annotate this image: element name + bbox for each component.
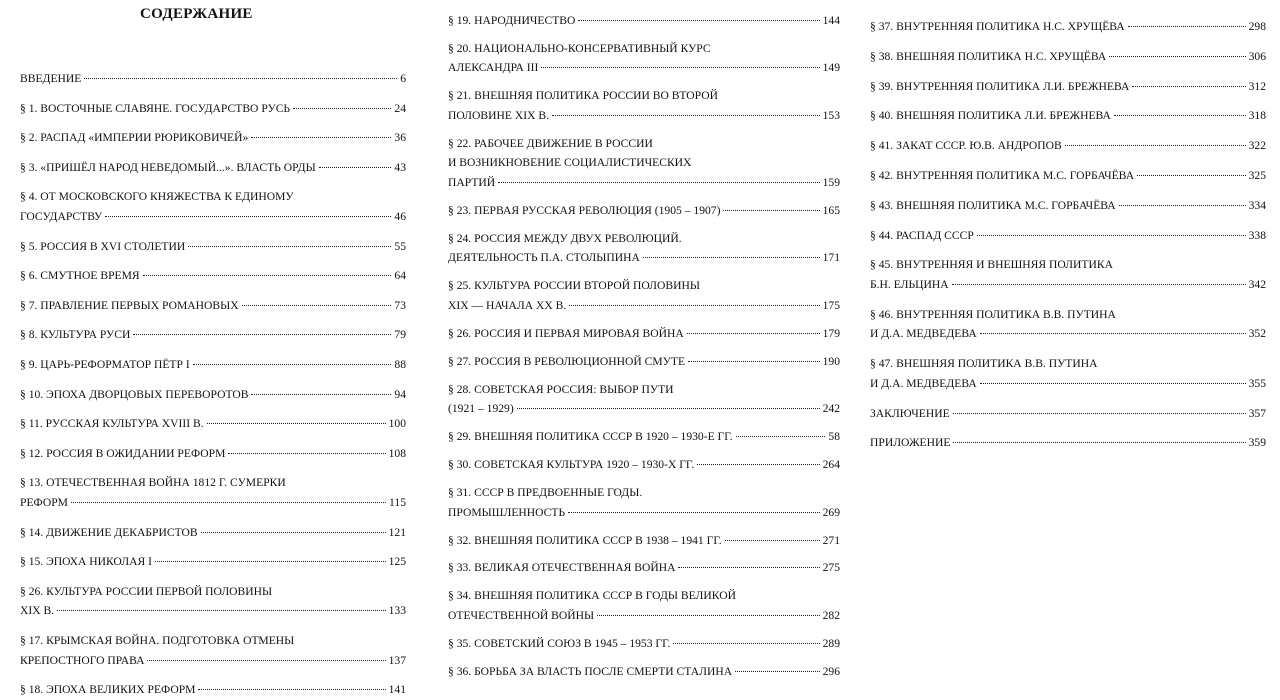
toc-entry-title: § 41. ЗАКАТ СССР. Ю.В. АНДРОПОВ	[870, 139, 1062, 153]
dot-leader	[673, 643, 819, 644]
toc-page-number: 100	[388, 417, 406, 431]
toc-entry-title: § 30. СОВЕТСКАЯ КУЛЬТУРА 1920 – 1930-Х ГГ.	[448, 458, 695, 472]
toc-entry[interactable]	[870, 136, 1266, 156]
toc-page-number: 64	[394, 269, 406, 283]
toc-entry[interactable]	[20, 582, 406, 621]
dot-leader	[1119, 205, 1246, 206]
dot-leader	[155, 561, 386, 562]
toc-entry[interactable]	[20, 237, 406, 257]
toc-entry-title: § 38. ВНЕШНЯЯ ПОЛИТИКА Н.С. ХРУЩЁВА	[870, 49, 1107, 63]
toc-entry[interactable]	[448, 455, 840, 475]
dot-leader	[201, 532, 386, 533]
toc-page-number: 269	[822, 505, 840, 519]
toc-entry[interactable]	[20, 355, 406, 375]
toc-entry-title: § 26. КУЛЬТУРА РОССИИ ПЕРВОЙ ПОЛОВИНЫ	[20, 584, 273, 598]
toc-entry[interactable]	[448, 324, 840, 344]
toc-entry[interactable]	[870, 47, 1266, 67]
toc-entry-title: ОТЕЧЕСТВЕННОЙ ВОЙНЫ	[448, 608, 595, 622]
toc-entry-title: И Д.А. МЕДВЕДЕВА	[870, 376, 977, 390]
toc-entry-title: ПАРТИЙ	[448, 176, 496, 190]
toc-entry-title: § 22. РАБОЧЕЕ ДВИЖЕНИЕ В РОССИИ	[448, 136, 653, 150]
toc-page-number: 359	[1248, 436, 1266, 450]
toc-entry-title: § 45. ВНУТРЕННЯЯ И ВНЕШНЯЯ ПОЛИТИКА	[870, 258, 1113, 272]
dot-leader	[228, 453, 385, 454]
toc-entry[interactable]	[448, 11, 840, 31]
toc-entry-title: § 14. ДВИЖЕНИЕ ДЕКАБРИСТОВ	[20, 525, 198, 539]
toc-entry[interactable]	[20, 187, 406, 226]
dot-leader	[723, 210, 819, 211]
toc-entry[interactable]	[448, 531, 840, 551]
toc-page-number: 137	[388, 653, 406, 667]
dot-leader	[71, 502, 386, 503]
toc-page-number: 271	[822, 533, 840, 547]
toc-page-number: 242	[822, 402, 840, 416]
toc-entry-title: § 13. ОТЕЧЕСТВЕННАЯ ВОЙНА 1812 Г. СУМЕРКИ	[20, 476, 286, 490]
toc-page-number: 289	[822, 636, 840, 650]
toc-entry-title: § 4. ОТ МОСКОВСКОГО КНЯЖЕСТВА К ЕДИНОМУ	[20, 190, 294, 204]
toc-entry[interactable]	[448, 483, 840, 522]
toc-entry-title: § 40. ВНЕШНЯЯ ПОЛИТИКА Л.И. БРЕЖНЕВА	[870, 109, 1111, 123]
toc-page-number: 43	[394, 160, 406, 174]
toc-entry[interactable]	[870, 17, 1266, 37]
dot-leader	[697, 464, 819, 465]
toc-entry-title: § 25. КУЛЬТУРА РОССИИ ВТОРОЙ ПОЛОВИНЫ	[448, 279, 700, 293]
dot-leader	[198, 689, 385, 690]
dot-leader	[952, 284, 1246, 285]
toc-entry-title: § 7. ПРАВЛЕНИЕ ПЕРВЫХ РОМАНОВЫХ	[20, 298, 239, 312]
dot-leader	[541, 67, 819, 68]
dot-leader	[980, 333, 1246, 334]
toc-entry-title: § 11. РУССКАЯ КУЛЬТУРА XVIII В.	[20, 417, 204, 431]
toc-page-number: 298	[1248, 20, 1266, 33]
toc-entry[interactable]	[448, 276, 840, 315]
toc-entry-title: § 34. ВНЕШНЯЯ ПОЛИТИКА СССР В ГОДЫ ВЕЛИКОЙ	[448, 589, 736, 603]
toc-entry[interactable]	[870, 196, 1266, 216]
toc-page-number: 141	[388, 683, 406, 697]
toc-page-number: 282	[822, 608, 840, 622]
dot-leader	[569, 305, 819, 306]
toc-page-number: 24	[394, 101, 406, 115]
toc-entry-title: § 35. СОВЕТСКИЙ СОЮЗ В 1945 – 1953 ГГ.	[448, 636, 671, 650]
dot-leader	[1137, 175, 1246, 176]
toc-page-number: 125	[388, 555, 406, 569]
dot-leader	[597, 615, 819, 616]
dot-leader	[242, 305, 392, 306]
toc-entry-title: § 10. ЭПОХА ДВОРЦОВЫХ ПЕРЕВОРОТОВ	[20, 387, 249, 401]
toc-page-number: 179	[822, 326, 840, 340]
toc-entry-title: § 1. ВОСТОЧНЫЕ СЛАВЯНЕ. ГОСУДАРСТВО РУСЬ	[20, 101, 291, 115]
dot-leader	[293, 108, 391, 109]
toc-title: СОДЕРЖАНИЕ	[140, 6, 253, 22]
dot-leader	[643, 257, 820, 258]
toc-entry[interactable]	[20, 631, 406, 670]
toc-entry-title: ПОЛОВИНЕ XIX В.	[448, 108, 549, 122]
toc-entry-title: § 42. ВНУТРЕННЯЯ ПОЛИТИКА М.С. ГОРБАЧЁВА	[870, 169, 1135, 182]
toc-entry-title: § 17. КРЫМСКАЯ ВОЙНА. ПОДГОТОВКА ОТМЕНЫ	[20, 634, 295, 647]
dot-leader	[143, 275, 392, 276]
toc-entry-title: § 27. РОССИЯ В РЕВОЛЮЦИОННОЙ СМУТЕ	[448, 354, 686, 368]
dot-leader	[193, 364, 392, 365]
toc-entry-title: § 6. СМУТНОЕ ВРЕМЯ	[20, 269, 140, 283]
dot-leader	[688, 361, 820, 362]
toc-entry-title: АЛЕКСАНДРА III	[448, 61, 539, 75]
toc-entry-title: § 23. ПЕРВАЯ РУССКАЯ РЕВОЛЮЦИЯ (1905 – 1907)	[448, 204, 721, 217]
toc-entry-title: § 5. РОССИЯ В XVI СТОЛЕТИИ	[20, 239, 186, 253]
dot-leader	[687, 333, 820, 334]
dot-leader	[188, 246, 391, 247]
toc-entry[interactable]	[870, 77, 1266, 97]
dot-leader	[735, 671, 819, 672]
toc-page-number: 149	[822, 61, 840, 75]
toc-entry[interactable]	[870, 433, 1266, 453]
toc-page-number: 318	[1248, 109, 1266, 123]
toc-entry-title: ПРОМЫШЛЕННОСТЬ	[448, 505, 566, 519]
toc-page-number: 79	[394, 328, 406, 342]
toc-entry-title: § 9. ЦАРЬ-РЕФОРМАТОР ПЁТР I	[20, 358, 190, 371]
toc-entry[interactable]	[448, 380, 840, 419]
dot-leader	[105, 216, 391, 217]
toc-entry-title: ЗАКЛЮЧЕНИЕ	[870, 406, 950, 420]
toc-entry-title: § 3. «ПРИШЁЛ НАРОД НЕВЕДОМЫЙ...». ВЛАСТЬ ОРДЫ	[20, 160, 316, 174]
toc-page-number: 175	[822, 298, 840, 312]
toc-entry-title: ВВЕДЕНИЕ	[20, 72, 82, 85]
toc-entry-title: § 32. ВНЕШНЯЯ ПОЛИТИКА СССР В 1938 – 1941 ГГ.	[448, 533, 722, 547]
dot-leader	[1065, 145, 1246, 146]
toc-entry-title: § 39. ВНУТРЕННЯЯ ПОЛИТИКА Л.И. БРЕЖНЕВА	[870, 79, 1130, 93]
toc-entry-title: § 15. ЭПОХА НИКОЛАЯ I	[20, 555, 152, 569]
toc-entry[interactable]	[870, 354, 1266, 393]
toc-entry[interactable]	[20, 444, 406, 464]
toc-entry[interactable]	[448, 662, 840, 682]
toc-entry-title: § 44. РАСПАД СССР	[870, 228, 974, 242]
toc-entry-title: § 19. НАРОДНИЧЕСТВО	[448, 14, 576, 27]
dot-leader	[678, 567, 819, 568]
dot-leader	[517, 408, 820, 409]
toc-page-number: 36	[394, 131, 406, 145]
toc-entry-title: § 26. РОССИЯ И ПЕРВАЯ МИРОВАЯ ВОЙНА	[448, 326, 684, 340]
dot-leader	[953, 413, 1246, 414]
toc-entry-title: § 46. ВНУТРЕННЯЯ ПОЛИТИКА В.В. ПУТИНА	[870, 307, 1116, 321]
dot-leader	[578, 20, 819, 21]
toc-entry[interactable]	[20, 385, 406, 405]
dot-leader	[319, 167, 392, 168]
toc-entry[interactable]	[448, 229, 840, 268]
toc-entry[interactable]	[20, 128, 406, 148]
dot-leader	[1128, 26, 1246, 27]
toc-page-number: 88	[394, 358, 406, 371]
toc-page-number: 312	[1248, 79, 1266, 93]
dot-leader	[980, 383, 1246, 384]
toc-page-number: 133	[388, 604, 406, 618]
toc-page-number: 121	[388, 525, 406, 539]
toc-entry[interactable]	[448, 352, 840, 372]
toc-page-number: 322	[1248, 139, 1266, 153]
dot-leader	[251, 137, 391, 138]
toc-entry-title: § 43. ВНЕШНЯЯ ПОЛИТИКА М.С. ГОРБАЧЁВА	[870, 198, 1116, 212]
toc-entry-title: РЕФОРМ	[20, 495, 68, 509]
toc-entry-title: XIX — НАЧАЛА XX В.	[448, 298, 567, 312]
toc-page-number: 58	[828, 430, 840, 444]
toc-entry[interactable]	[20, 552, 406, 572]
toc-entry[interactable]	[20, 414, 406, 434]
dot-leader	[133, 334, 391, 335]
toc-entry[interactable]	[870, 255, 1266, 294]
toc-page-number: 325	[1248, 169, 1266, 182]
toc-page-number: 338	[1248, 228, 1266, 242]
toc-entry-title: И Д.А. МЕДВЕДЕВА	[870, 327, 977, 341]
toc-entry-title: § 28. СОВЕТСКАЯ РОССИЯ: ВЫБОР ПУТИ	[448, 382, 674, 396]
toc-entry-title: § 24. РОССИЯ МЕЖДУ ДВУХ РЕВОЛЮЦИЙ.	[448, 231, 682, 245]
toc-entry-title: § 47. ВНЕШНЯЯ ПОЛИТИКА В.В. ПУТИНА	[870, 357, 1098, 371]
toc-entry[interactable]	[448, 558, 840, 578]
toc-entry[interactable]	[448, 427, 840, 447]
toc-entry[interactable]	[20, 523, 406, 543]
toc-entry[interactable]	[20, 99, 406, 119]
dot-leader	[1132, 86, 1245, 87]
dot-leader	[251, 394, 391, 395]
toc-entry[interactable]	[448, 634, 840, 654]
toc-page-number: 165	[822, 204, 840, 217]
toc-entry-title: § 36. БОРЬБА ЗА ВЛАСТЬ ПОСЛЕ СМЕРТИ СТАЛИНА	[448, 664, 733, 678]
toc-page-number: 264	[822, 458, 840, 472]
toc-entry[interactable]	[20, 325, 406, 345]
dot-leader	[147, 660, 385, 661]
dot-leader	[736, 436, 826, 437]
toc-entry-title: Б.Н. ЕЛЬЦИНА	[870, 277, 949, 291]
toc-entry-title: § 21. ВНЕШНЯЯ ПОЛИТИКА РОССИИ ВО ВТОРОЙ	[448, 89, 719, 103]
toc-entry-title: § 33. ВЕЛИКАЯ ОТЕЧЕСТВЕННАЯ ВОЙНА	[448, 561, 676, 575]
toc-entry-title: § 8. КУЛЬТУРА РУСИ	[20, 328, 131, 342]
toc-entry[interactable]	[20, 266, 406, 286]
toc-entry-title: КРЕПОСТНОГО ПРАВА	[20, 653, 145, 667]
toc-page-number: 73	[394, 298, 406, 312]
toc-entry[interactable]	[870, 404, 1266, 424]
toc-page-number: 275	[822, 561, 840, 575]
toc-page-number: 352	[1248, 327, 1266, 341]
dot-leader	[725, 540, 820, 541]
toc-entry[interactable]	[870, 226, 1266, 246]
toc-page-number: 357	[1248, 406, 1266, 420]
toc-page-number: 306	[1248, 49, 1266, 63]
dot-leader	[953, 442, 1245, 443]
dot-leader	[498, 182, 819, 183]
toc-entry[interactable]	[20, 296, 406, 316]
toc-page-number: 334	[1248, 198, 1266, 212]
toc-entry[interactable]	[20, 473, 406, 512]
toc-page-number: 55	[394, 239, 406, 253]
toc-entry-title: ГОСУДАРСТВУ	[20, 209, 103, 223]
toc-page-number: 153	[822, 108, 840, 122]
dot-leader	[1109, 56, 1245, 57]
toc-entry-title: (1921 – 1929)	[448, 402, 514, 416]
toc-entry-title: ДЕЯТЕЛЬНОСТЬ П.А. СТОЛЫПИНА	[448, 251, 640, 265]
toc-entry[interactable]	[448, 39, 840, 78]
toc-entry[interactable]	[448, 201, 840, 221]
toc-entry-title: § 12. РОССИЯ В ОЖИДАНИИ РЕФОРМ	[20, 446, 226, 460]
toc-page-number: 342	[1248, 277, 1266, 291]
toc-entry-title: § 2. РАСПАД «ИМПЕРИИ РЮРИКОВИЧЕЙ»	[20, 131, 249, 145]
toc-entry[interactable]	[448, 586, 840, 625]
toc-entry[interactable]	[20, 680, 406, 700]
dot-leader	[84, 78, 397, 79]
toc-page-number: 355	[1248, 376, 1266, 390]
toc-entry-title: И ВОЗНИКНОВЕНИЕ СОЦИАЛИСТИЧЕСКИХ	[448, 156, 692, 170]
toc-entry-title: ПРИЛОЖЕНИЕ	[870, 436, 951, 450]
toc-page-number: 144	[822, 14, 840, 27]
toc-page-number: 46	[394, 209, 406, 223]
dot-leader	[1114, 115, 1246, 116]
dot-leader	[568, 512, 819, 513]
toc-page-number: 94	[394, 387, 406, 401]
toc-page-number: 159	[822, 176, 840, 190]
toc-entry[interactable]	[870, 166, 1266, 186]
dot-leader	[977, 235, 1246, 236]
toc-entry-title: § 31. СССР В ПРЕДВОЕННЫЕ ГОДЫ.	[448, 486, 643, 499]
dot-leader	[57, 610, 385, 611]
toc-page-number: 115	[389, 495, 406, 509]
toc-page-number: 296	[822, 664, 840, 678]
toc-entry[interactable]	[20, 158, 406, 178]
toc-entry-title: § 29. ВНЕШНЯЯ ПОЛИТИКА СССР В 1920 – 1930-Е ГГ.	[448, 430, 733, 444]
toc-page-number: 190	[822, 354, 840, 368]
toc-entry-title: § 18. ЭПОХА ВЕЛИКИХ РЕФОРМ	[20, 683, 196, 697]
toc-entry[interactable]	[20, 69, 406, 89]
toc-entry[interactable]	[448, 86, 840, 125]
toc-entry-title: § 37. ВНУТРЕННЯЯ ПОЛИТИКА Н.С. ХРУЩЁВА	[870, 20, 1125, 33]
toc-page-number: 171	[822, 251, 840, 265]
toc-entry[interactable]	[870, 305, 1266, 344]
toc-entry-title: § 20. НАЦИОНАЛЬНО-КОНСЕРВАТИВНЫЙ КУРС	[448, 41, 711, 55]
toc-page-number: 6	[400, 72, 406, 85]
dot-leader	[207, 423, 386, 424]
dot-leader	[552, 115, 820, 116]
toc-entry[interactable]	[448, 134, 840, 193]
toc-entry[interactable]	[870, 106, 1266, 126]
toc-entry-title: XIX В.	[20, 604, 55, 618]
toc-page-number: 108	[388, 446, 406, 460]
